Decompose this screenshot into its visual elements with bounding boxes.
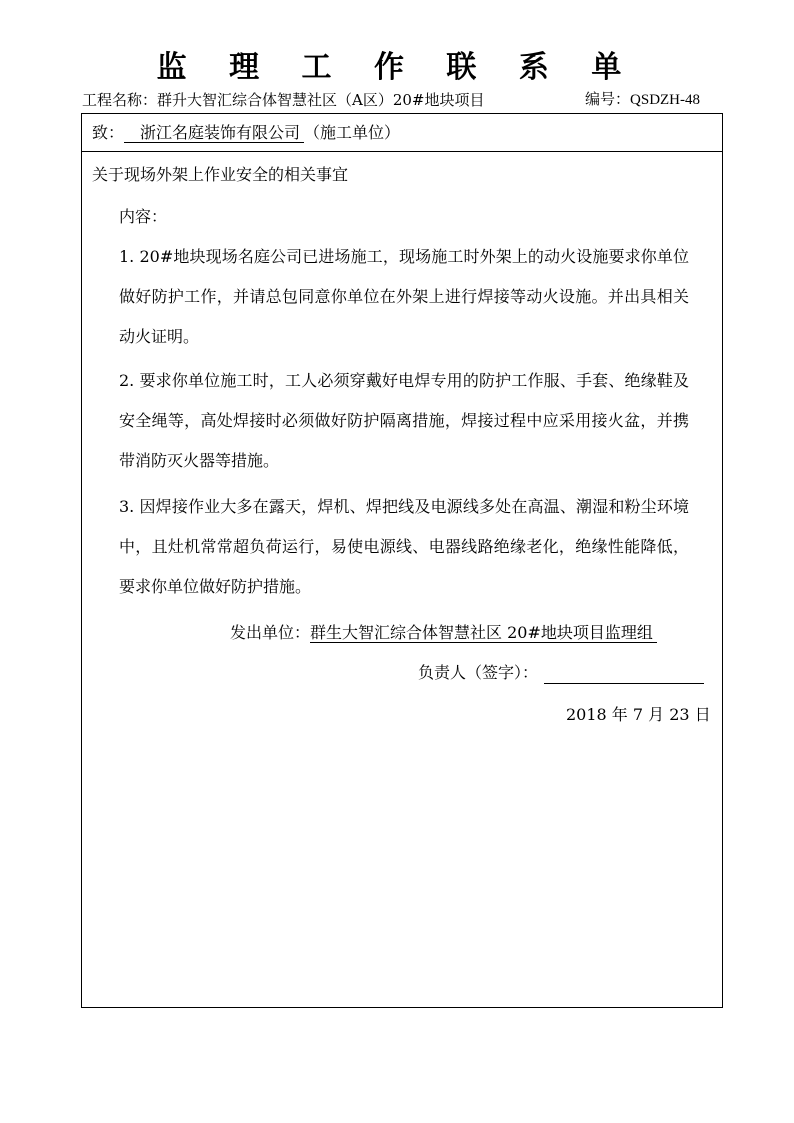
document-number — [585, 90, 700, 110]
header-divider — [82, 151, 722, 152]
document-title: 监 理 工 作 联 系 单 — [156, 50, 638, 85]
recipient-label: 致： — [92, 123, 125, 142]
content-item-1: 1. 20#地块现场名庭公司已进场施工，现场施工时外架上的动火设施要求你单位做好防护工作，并请总包同意你单位在外架上进行焊接等动火设施。并出具相关动火证明。 — [119, 247, 689, 346]
project-value: 群升大智汇综合体智慧社区（A区）20#地块项目 — [157, 91, 485, 109]
recipient-role: （施工单位） — [304, 123, 401, 142]
content-item-2: 2. 要求你单位施工时，工人必须穿戴好电焊专用的防护工作服、手套、绝缘鞋及安全绳等，高处焊接时必须做好防护隔离措施，焊接过程中应采用接火盆，并携带消防灭火器等措施。 — [119, 371, 689, 470]
issuer-value: 群生大智汇综合体智慧社区 20#地块项目监理组 — [310, 623, 657, 643]
project-label: 工程名称： — [82, 91, 158, 109]
signer-row — [418, 662, 704, 684]
form-box — [81, 113, 723, 1008]
project-name — [82, 90, 485, 110]
recipient-company: 浙江名庭装饰有限公司 — [124, 123, 304, 143]
number-value: QSDZH-48 — [630, 92, 701, 108]
content-label: 内容： — [119, 207, 168, 226]
signer-label: 负责人（签字）： — [418, 663, 539, 682]
subject: 关于现场外架上作业安全的相关事宜 — [92, 165, 349, 184]
signature-line — [544, 663, 704, 684]
content-item-3: 3. 因焊接作业大多在露天，焊机、焊把线及电源线多处在高温、潮湿和粉尘环境中，且灶机常常超负荷运行，易使电源线、电器线路绝缘老化，绝缘性能降低，要求你单位做好防护措施。 — [119, 497, 689, 596]
number-label: 编号： — [585, 92, 631, 108]
date: 2018 年 7 月 23 日 — [566, 705, 711, 724]
issuer-label: 发出单位： — [230, 623, 311, 642]
recipient-row — [92, 122, 400, 144]
issuer-row — [230, 622, 657, 644]
